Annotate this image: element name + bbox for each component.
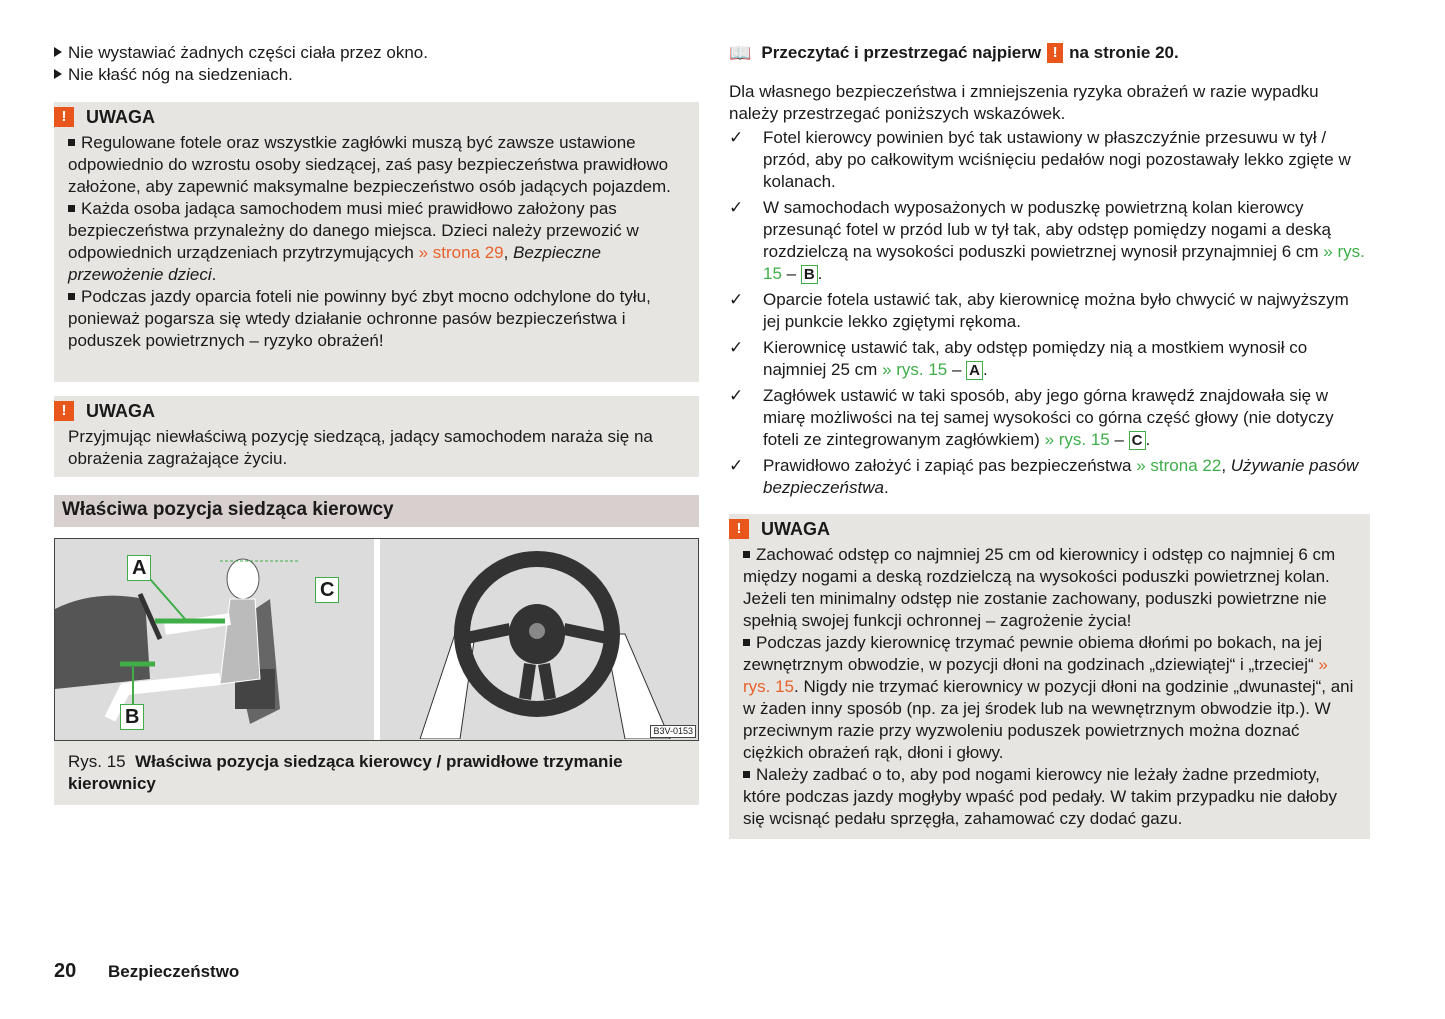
item-text: Kierownicę ustawić tak, aby odstęp pomiędzy nią a mostkiem wynosił co najmniej 25 cm [763,338,1308,379]
text: , [1221,456,1231,475]
check-icon: ✓ [729,456,744,475]
right-column [729,42,1370,839]
label-c: C [315,577,339,603]
warning-paragraph [68,286,685,352]
text: . [883,478,889,497]
read-first-note [729,42,1370,64]
item-text: W samochodach wyposażonych w poduszkę powietrzną kolan kierowcy przesunąć fotel w przód lub w tył tak, aby odstęp pomiędzy nogami a deską rozdzielczą na wysokości poduszki powietrznej wynosił przynajmniej 6 cm [763,198,1331,261]
warning-paragraph [743,632,1356,764]
page-footer [54,960,239,983]
warning-text: Każda osoba jadąca samochodem musi mieć prawidłowo założony pas bezpieczeństwa przynależny do danego miejsca. Dzieci należy przewozić w odpowiednich urządzeniach przytrzymujących [68,199,639,262]
warning-icon: ! [1047,43,1063,63]
triangle-bullet-icon [54,69,62,79]
checklist-item [729,385,1370,451]
square-bullet-icon [68,205,75,212]
square-bullet-icon [743,771,750,778]
item-text: Zagłówek ustawić w taki sposób, aby jego górna krawędź znajdowała się w miarę możliwości na tej samej wysokości co górna część głowy (nie dotyczy foteli ze zintegrowanym zagłówkiem) [763,386,1334,449]
checklist-item [729,289,1370,333]
intro-paragraph: Dla własnego bezpieczeństwa i zmniejszenia ryzyka obrażeń w razie wypadku należy przestrzegać poniższych wskazówek. [729,82,1319,123]
checklist-item [729,197,1370,285]
steering-wheel-illustration [380,539,699,740]
square-bullet-icon [68,293,75,300]
page-reference: na stronie 20. [1069,43,1179,62]
bullet-item [54,64,699,86]
text: , [503,243,514,262]
seated-driver-icon [55,539,370,739]
figure-code: B3V-0153 [650,725,696,738]
page-link[interactable]: » strona 22 [1136,456,1222,475]
warning-text: Regulowane fotele oraz wszystkie zagłówki muszą być zawsze ustawione odpowiednio do wzrostu osoby siedzącej, zaś pasy bezpieczeństwa prawidłowo założone, aby zapewnić maksymalne bezpieczeństwo osób jadących pojazdem. [68,133,671,196]
figure-label: C [1129,431,1146,450]
text: . [211,265,217,284]
checklist-item [729,455,1370,499]
text: . [817,264,823,283]
warning-box [54,396,699,477]
warning-text: Należy zadbać o to, aby pod nogami kierowcy nie leżały żadne przedmioty, które podczas jazdy mogłyby wpaść pod pedały. W takim przypadku nie dałoby się wcisnąć pedału sprzęgła, zahamować czy dodać gazu. [743,765,1338,828]
figure-link[interactable]: » rys. 15 [743,655,1328,696]
warning-paragraph [743,764,1356,830]
checklist-item [729,127,1370,193]
driver-position-illustration [55,539,380,740]
figure [54,538,699,741]
steering-wheel-icon [380,539,697,739]
figure-link[interactable]: » rys. 15 [882,360,948,379]
warning-paragraph [68,198,685,286]
warning-box [729,514,1370,839]
bullet-text: Nie wystawiać żadnych części ciała przez okno. [68,43,428,62]
warning-text: Podczas jazdy oparcia foteli nie powinny być zbyt mocno odchylone do tyłu, ponieważ pogarsza się wtedy działanie ochronne pasów bezpieczeństwa i poduszek powietrznych – ryzyko obrażeń! [68,287,651,350]
text: . [1145,430,1151,449]
text: – [1109,430,1129,449]
checklist-item [729,337,1370,381]
text: – [781,264,801,283]
caption-number: Rys. 15 [68,752,126,771]
text: Przeczytać i przestrzegać najpierw [761,43,1042,62]
caption-title: Właściwa pozycja siedząca kierowcy / prawidłowe trzymanie kierownicy [68,752,623,793]
check-icon: ✓ [729,338,744,357]
text: – [947,360,967,379]
square-bullet-icon [68,139,75,146]
warning-paragraph [68,132,685,198]
check-icon: ✓ [729,290,744,309]
reference-title: Używanie pasów bezpieczeństwa [763,456,1359,497]
warning-paragraph [743,544,1356,632]
warning-text: Przyjmując niewłaściwą pozycję siedzącą, jadący samochodem naraża się na obrażenia zagrażające życiu. [68,427,653,468]
section-heading: Właściwa pozycja siedząca kierowcy [54,495,699,527]
item-text: Oparcie fotela ustawić tak, aby kierownicę można było chwycić w najwyższym jej punkcie lekko zgiętymi rękoma. [763,290,1349,331]
reference-title: Bezpieczne przewożenie dzieci [68,243,601,284]
figure-label: A [966,361,983,380]
item-text: Prawidłowo założyć i zapiąć pas bezpieczeństwa [763,456,1137,475]
warning-icon: ! [54,401,74,421]
warning-text: Podczas jazdy kierownicę trzymać pewnie obiema dłońmi po bokach, na jej zewnętrznym obwodzie, w pozycji dłoni na godzinach „dziewiątej“ i „trzeciej“ [743,633,1323,674]
warning-box [54,102,699,382]
figure-caption [54,741,699,805]
warning-text: . Nigdy nie trzymać kierownicy w pozycji dłoni na godzinie „dwunastej“, ani w żaden inny sposób (np. za jej środek lub na wewnętrznym obwodzie itp.). W przeciwnym razie przy wyzwoleniu poduszek powietrznych można doznać ciężkich obrażeń rąk, dłoni i głowy. [743,677,1354,762]
bullet-item [54,42,699,64]
label-a: A [127,555,151,581]
check-icon: ✓ [729,198,744,217]
square-bullet-icon [743,551,750,558]
warning-text: Zachować odstęp co najmniej 25 cm od kierownicy i odstęp co najmniej 6 cm między nogami a deską rozdzielczą na wysokości poduszki powietrznej kolan. Jeżeli ten minimalny odstęp nie zostanie zachowany, poduszki powietrzne nie spełnią swojej funkcji ochronnej – zagrożenie życia! [743,545,1336,630]
checklist [729,127,1370,499]
warning-icon: ! [729,519,749,539]
check-icon: ✓ [729,128,744,147]
page-link[interactable]: » strona 29 [418,243,504,262]
figure-link[interactable]: » rys. 15 [1044,430,1110,449]
book-icon: 📖 [729,43,752,63]
label-b: B [120,704,144,730]
bullet-text: Nie kłaść nóg na siedzeniach. [68,65,293,84]
text: . [983,360,988,379]
warning-title: UWAGA [86,401,155,421]
warning-title: UWAGA [761,519,830,539]
warning-title: UWAGA [86,107,155,127]
figure-label: B [801,265,818,284]
warning-icon: ! [54,107,74,127]
left-column [54,42,699,805]
page-number: 20 [54,960,77,982]
square-bullet-icon [743,639,750,646]
check-icon: ✓ [729,386,744,405]
footer-section-title: Bezpieczeństwo [108,962,240,981]
item-text: Fotel kierowcy powinien być tak ustawiony w płaszczyźnie przesuwu w tył / przód, aby po całkowitym wciśnięciu pedałów nogi pozostawały lekko zgięte w kolanach. [763,128,1351,191]
triangle-bullet-icon [54,47,62,57]
figure-link[interactable]: » rys. 15 [763,242,1365,283]
